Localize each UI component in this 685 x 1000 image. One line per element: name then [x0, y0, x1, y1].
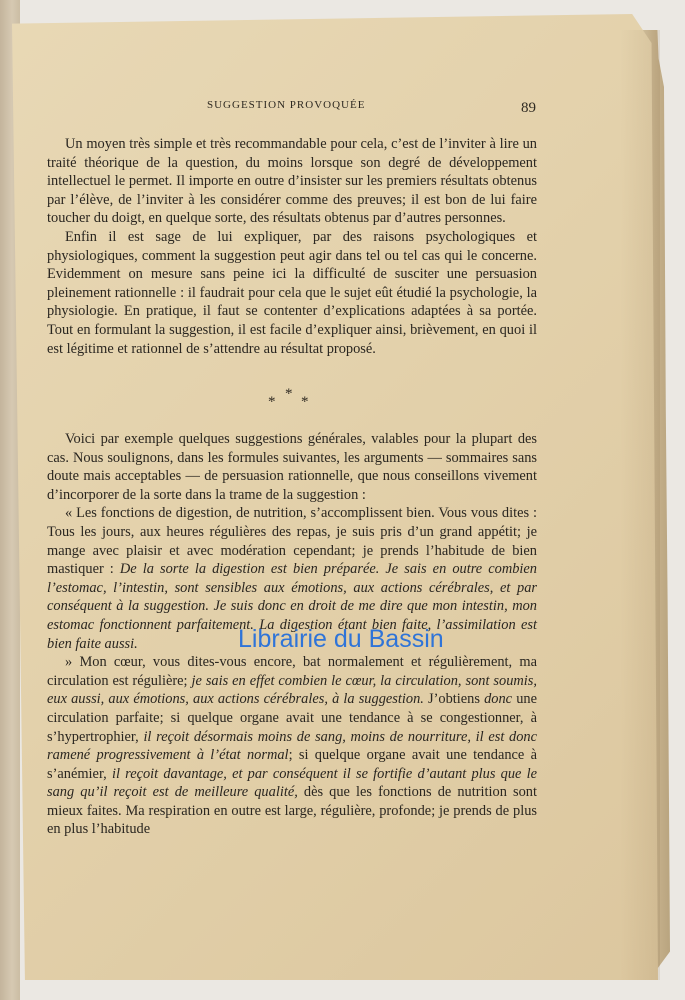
p5-text-a: » Mon cœur, vous dites-vous encore, bat normalement et régulièrement, ma circulation est régulière; — [47, 654, 537, 689]
separator-star-top: * — [285, 386, 293, 402]
separator-star-left: * — [268, 394, 276, 410]
paragraph-1: Un moyen très simple et très recommandable pour cela, c’est de l’inviter à lire un traité théorique de la question, du moins lorsque son degré de développement intellectuel le permet. Il importe en outre d’insister sur les premiers résultats obtenus par l’élève, de l’inviter à les considérer comme des preuves; il est bon de lui faire toucher du doigt, en quelque sorte, des résultats obtenus par d’autres personnes. — [47, 136, 537, 227]
p5-emphasis-b: je sais en effet combien le cœur, la circulation, sont soumis, eux aussi, aux émotions, aux actions cérébrales, à la suggestion. — [47, 672, 537, 708]
p5-text-g: ; si quelque organe avait une tendance à s’anémier, — [47, 747, 537, 782]
paragraph-3: Voici par exemple quelques suggestions générales, valables pour la plupart des cas. Nous soulignons, dans les formules suivantes, les arguments — sommaires sans doute mais acceptables — de persuasion rationnelle, que nous conseillons vivement d’incorporer de la sorte dans la trame de la suggestion : — [47, 431, 537, 503]
p5-emphasis-h: il reçoit davantage, et par conséquent il se fortifie d’autant plus que le sang qu’il reçoit est de meilleure qualité, — [47, 765, 537, 801]
p5-text-c: J’obtiens — [423, 691, 485, 708]
paragraph-5 — [47, 653, 537, 839]
paragraph-2: Enfin il est sage de lui expliquer, par des raisons psychologiques et physiologiques, comment la suggestion peut agir dans tel ou tel cas qui le concerne. Evidemment on mesure sans peine ici la difficulté de susciter une persuasion pleinement rationnelle : il faudrait pour cela que le sujet eût étudié la psychologie, la physiologie. En pratique, il faut se contenter d’explications adaptées à sa portée. Tout en formulant la suggestion, il est facile d’expliquer ainsi, brièvement, en quoi il est légitime et rationnel de s’attendre au résultat proposé. — [47, 228, 537, 357]
separator-star-right: * — [301, 394, 309, 410]
running-title: SUGGESTION PROVOQUÉE — [207, 99, 366, 111]
p5-emphasis-d: donc — [484, 691, 513, 708]
page-shadow — [620, 30, 660, 980]
page-number: 89 — [521, 100, 536, 116]
paragraph-group-1 — [47, 135, 537, 358]
p5-text-e: une circulation parfaite; si quelque organe avait une tendance à se congestionner, à s’hypertrophier, — [47, 691, 537, 745]
p5-emphasis-f: il reçoit désormais moins de sang, moins de nourriture, il est donc ramené progressivement à l’état normal — [47, 728, 537, 764]
watermark-text: Librairie du Bassin — [238, 625, 444, 653]
p5-text-i: dès que les fonctions de nutrition sont mieux faites. Ma respiration en outre est large, régulière, profonde; je prends de plus en plus l’habitude — [47, 784, 537, 838]
p4-text: « Les fonctions de digestion, de nutrition, s’accomplissent bien. Vous vous dites : Tous les jours, aux heures régulières des repas, je suis pris d’un grand appétit; je mange avec plaisir et avec modération cependant; je prends l’habitude de bien mastiquer : — [47, 505, 537, 578]
p4-emphasis: De la sorte la digestion est bien préparée. Je sais en outre combien l’estomac, l’intestin, sont sensibles aux émotions, aux actions cérébrales, et par conséquent à la suggestion. Je suis donc en droit de me dire que mon intestin, mon estomac fonctionnent parfaitement. La digestion étant bien faite, l’assimilation est bien faite aussi. — [47, 561, 537, 652]
section-separator — [268, 386, 328, 410]
